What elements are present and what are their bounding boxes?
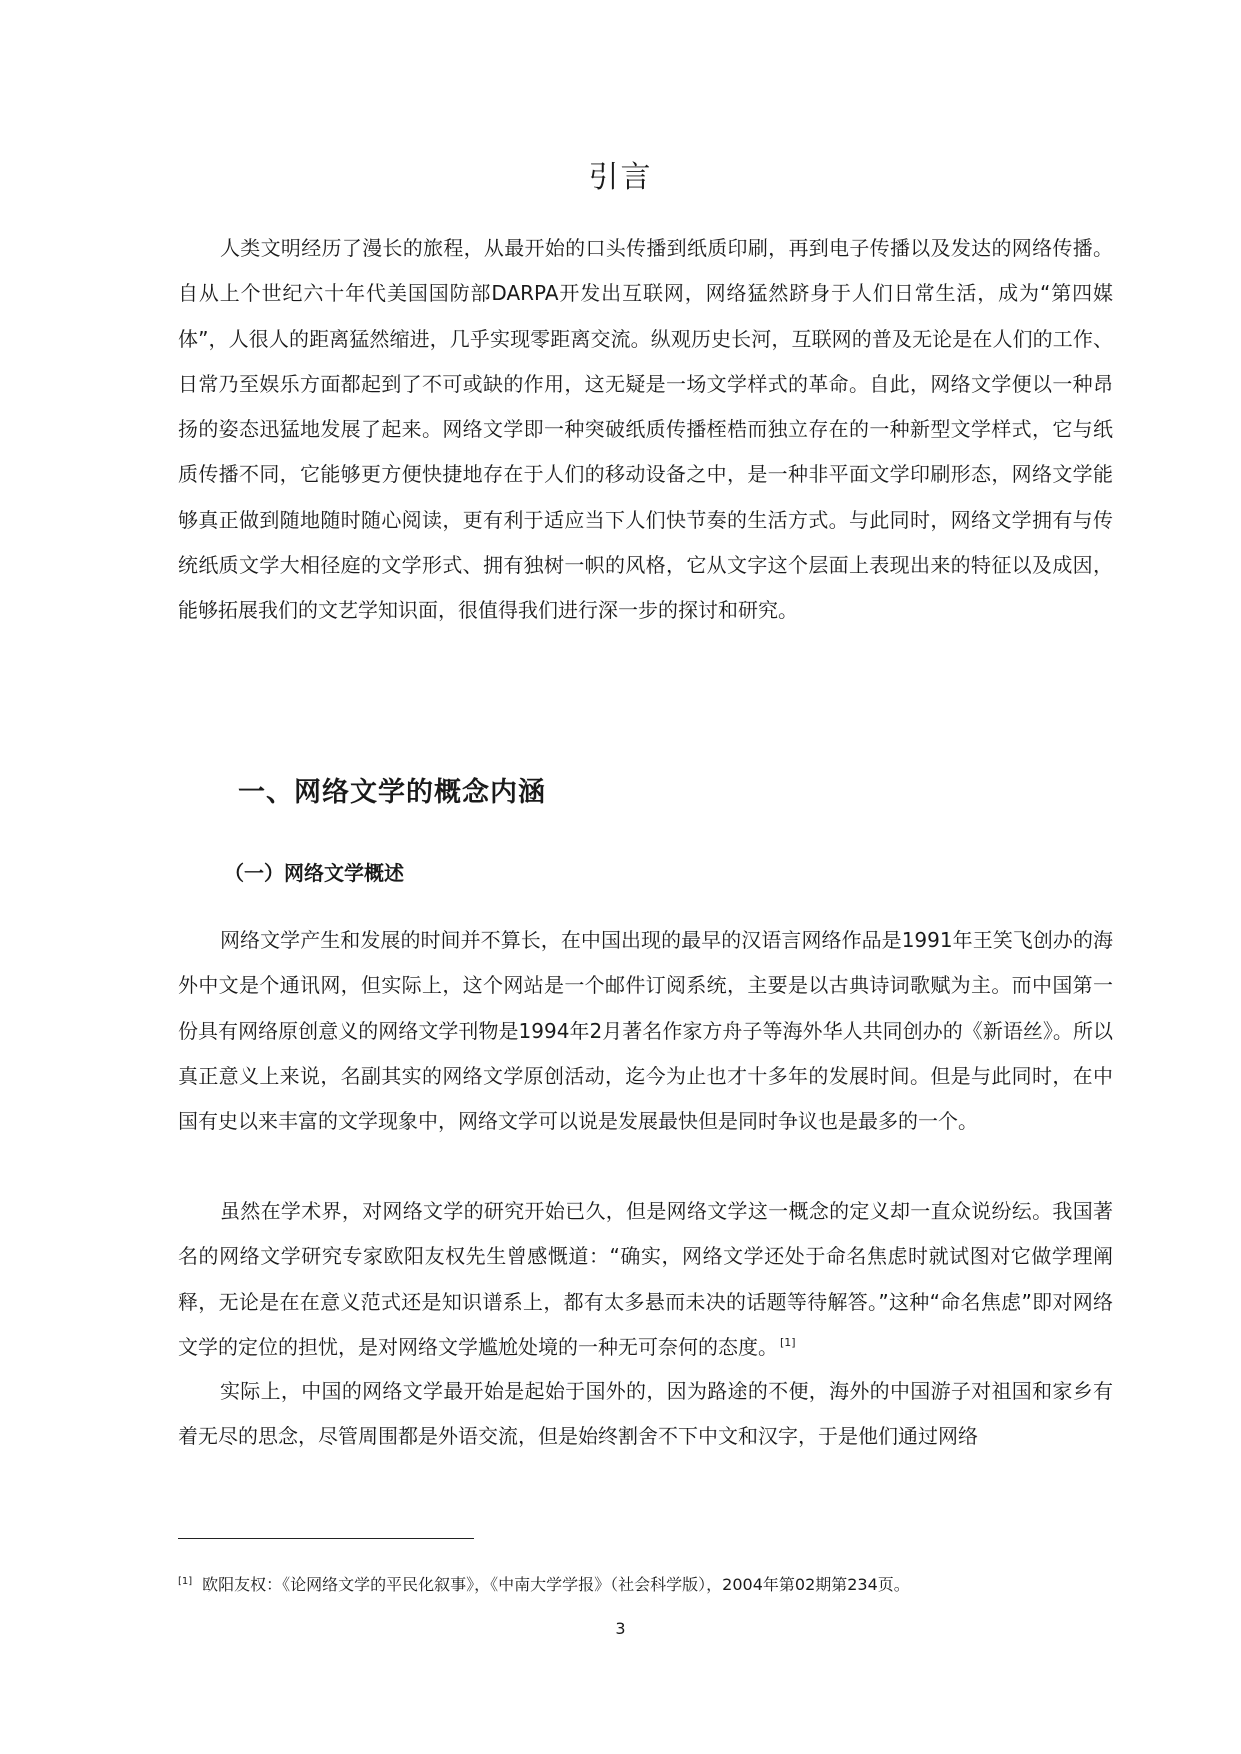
footnote-separator — [178, 1538, 474, 1539]
footnote-mark: [1] — [178, 1575, 193, 1587]
page-title: 引言 — [588, 160, 653, 195]
section-heading: 一、网络文学的概念内涵 — [238, 777, 546, 808]
citation-mark[interactable]: [1] — [780, 1336, 796, 1350]
body-paragraph-1: 网络文学产生和发展的时间并不算长，在中国出现的最早的汉语言网络作品是1991年王笑飞创办的海外中文是个通讯网，但实际上，这个网站是一个邮件订阅系统，主要是以古典诗词歌赋为主。而中国第一份具有网络原创意义的网络文学刊物是1994年2月著名作家方舟子等海外华人共同创办的《新语丝》。所以真正意义上来说，名副其实的网络文学原创活动，迄今为止也才十多年的发展时间。但是与此同时，在中国有史以来丰富的文学现象中，网络文学可以说是发展最快但是同时争议也是最多的一个。 — [178, 928, 1113, 1134]
intro-paragraph: 人类文明经历了漫长的旅程，从最开始的口头传播到纸质印刷，再到电子传播以及发达的网络传播。自从上个世纪六十年代美国国防部DARPA开发出互联网，网络猛然跻身于人们日常生活，成为“第四媒体”，人很人的距离猛然缩进，几乎实现零距离交流。纵观历史长河，互联网的普及无论是在人们的工作、日常乃至娱乐方面都起到了不可或缺的作用，这无疑是一场文学样式的革命。自此，网络文学便以一种昂扬的姿态迅猛地发展了起来。网络文学即一种突破纸质传播桎梏而独立存在的一种新型文学样式，它与纸质传播不同，它能够更方便快捷地存在于人们的移动设备之中，是一种非平面文学印刷形态，网络文学能够真正做到随地随时随心阅读，更有利于适应当下人们快节奏的生活方式。与此同时，网络文学拥有与传统纸质文学大相径庭的文学形式、拥有独树一帜的风格，它从文字这个层面上表现出来的特征以及成因，能够拓展我们的文艺学知识面，很值得我们进行深一步的探讨和研究。 — [178, 236, 1113, 623]
body-paragraph-2-text: 虽然在学术界，对网络文学的研究开始已久，但是网络文学这一概念的定义却一直众说纷纭。我国著名的网络文学研究专家欧阳友权先生曾感慨道：“确实，网络文学还处于命名焦虑时就试图对它做学理阐释，无论是在在意义范式还是知识谱系上，都有太多悬而未决的话题等待解答。”这种“命名焦虑”即对网络文学的定位的担忧，是对网络文学尴尬处境的一种无可奈何的态度。 — [178, 1199, 1113, 1359]
body-paragraph-3: 实际上，中国的网络文学最开始是起始于国外的，因为路途的不便，海外的中国游子对祖国和家乡有着无尽的思念，尽管周围都是外语交流，但是始终割舍不下中文和汉字，于是他们通过网络 — [178, 1379, 1113, 1449]
subsection-heading: （一）网络文学概述 — [224, 861, 404, 885]
body-paragraph-2 — [178, 1189, 1113, 1370]
page-number: 3 — [615, 1619, 626, 1638]
footnote-text: 欧阳友权：《论网络文学的平民化叙事》，《中南大学学报》（社会科学版），2004年第02期第234页。 — [202, 1575, 910, 1594]
footnote — [178, 1573, 910, 1597]
